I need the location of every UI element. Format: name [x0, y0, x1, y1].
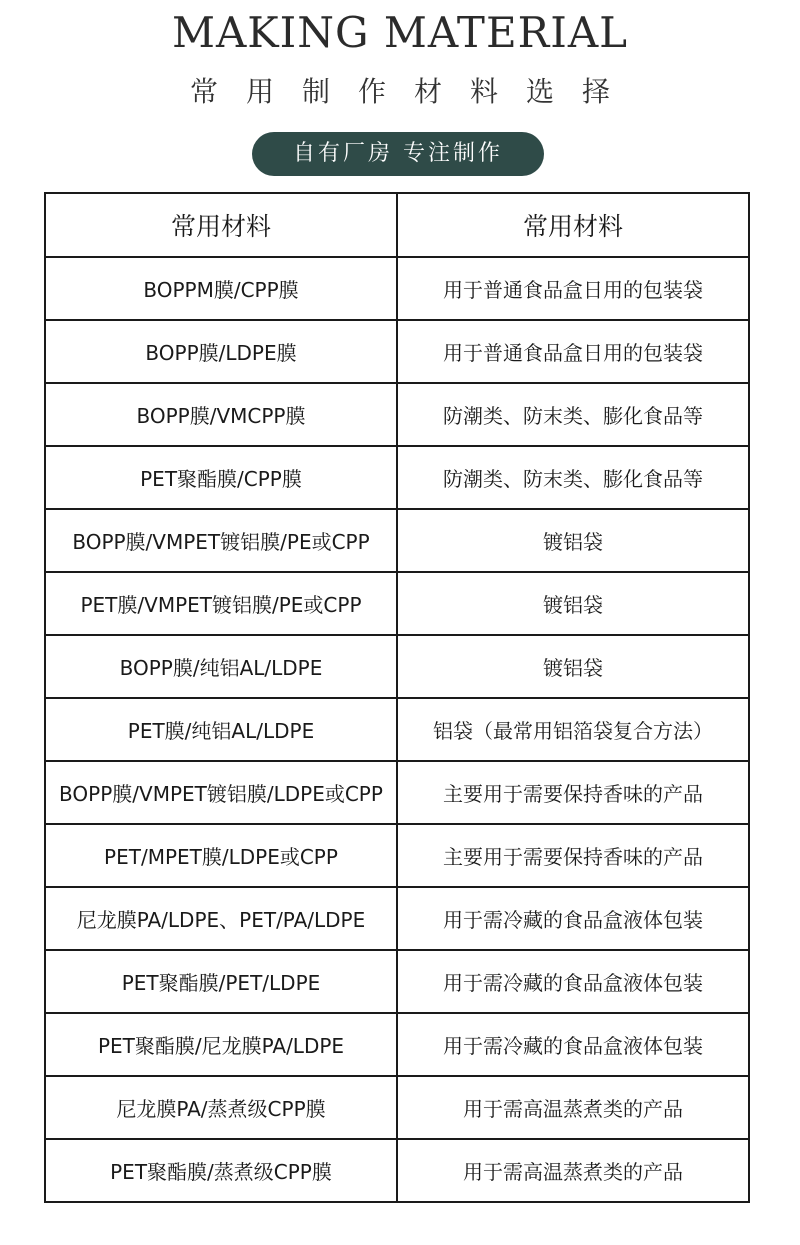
usage-cell: 镀铝袋	[397, 572, 749, 635]
material-cell: 尼龙膜PA/蒸煮级CPP膜	[45, 1076, 397, 1139]
header-cell-material: 常用材料	[45, 193, 397, 257]
usage-cell: 主要用于需要保持香味的产品	[397, 761, 749, 824]
table-row	[45, 1076, 749, 1139]
material-cell: PET膜/纯铝AL/LDPE	[45, 698, 397, 761]
table-row	[45, 635, 749, 698]
material-cell: BOPP膜/VMPET镀铝膜/LDPE或CPP	[45, 761, 397, 824]
material-cell: BOPP膜/LDPE膜	[45, 320, 397, 383]
table-body	[45, 257, 749, 1202]
material-cell: PET膜/VMPET镀铝膜/PE或CPP	[45, 572, 397, 635]
material-cell: 尼龙膜PA/LDPE、PET/PA/LDPE	[45, 887, 397, 950]
table-row	[45, 1139, 749, 1202]
usage-cell: 主要用于需要保持香味的产品	[397, 824, 749, 887]
usage-cell: 用于需高温蒸煮类的产品	[397, 1139, 749, 1202]
table-row	[45, 320, 749, 383]
table-row	[45, 509, 749, 572]
usage-cell: 用于普通食品盒日用的包装袋	[397, 257, 749, 320]
material-cell: BOPP膜/VMPET镀铝膜/PE或CPP	[45, 509, 397, 572]
material-cell: PET聚酯膜/尼龙膜PA/LDPE	[45, 1013, 397, 1076]
usage-cell: 铝袋（最常用铝箔袋复合方法）	[397, 698, 749, 761]
page-subtitle: 常用制作材料选择	[189, 75, 638, 108]
table-row	[45, 446, 749, 509]
table-row	[45, 572, 749, 635]
usage-cell: 防潮类、防末类、膨化食品等	[397, 383, 749, 446]
table-row	[45, 1013, 749, 1076]
usage-cell: 用于普通食品盒日用的包装袋	[397, 320, 749, 383]
factory-badge: 自有厂房 专注制作	[252, 132, 544, 176]
table-row	[45, 383, 749, 446]
material-cell: PET聚酯膜/CPP膜	[45, 446, 397, 509]
page-title: MAKING MATERIAL	[171, 8, 629, 57]
material-cell: PET/MPET膜/LDPE或CPP	[45, 824, 397, 887]
table-row	[45, 761, 749, 824]
material-cell: PET聚酯膜/PET/LDPE	[45, 950, 397, 1013]
table-row	[45, 824, 749, 887]
usage-cell: 用于需冷藏的食品盒液体包装	[397, 887, 749, 950]
materials-table	[44, 192, 750, 1203]
material-cell: BOPP膜/纯铝AL/LDPE	[45, 635, 397, 698]
usage-cell: 镀铝袋	[397, 509, 749, 572]
table-header-row	[45, 193, 749, 257]
header-cell-usage: 常用材料	[397, 193, 749, 257]
table-row	[45, 257, 749, 320]
material-cell: BOPP膜/VMCPP膜	[45, 383, 397, 446]
material-cell: PET聚酯膜/蒸煮级CPP膜	[45, 1139, 397, 1202]
usage-cell: 用于需冷藏的食品盒液体包装	[397, 1013, 749, 1076]
table-row	[45, 950, 749, 1013]
usage-cell: 防潮类、防末类、膨化食品等	[397, 446, 749, 509]
material-cell: BOPPM膜/CPP膜	[45, 257, 397, 320]
usage-cell: 用于需高温蒸煮类的产品	[397, 1076, 749, 1139]
usage-cell: 用于需冷藏的食品盒液体包装	[397, 950, 749, 1013]
usage-cell: 镀铝袋	[397, 635, 749, 698]
table-row	[45, 698, 749, 761]
table-row	[45, 887, 749, 950]
